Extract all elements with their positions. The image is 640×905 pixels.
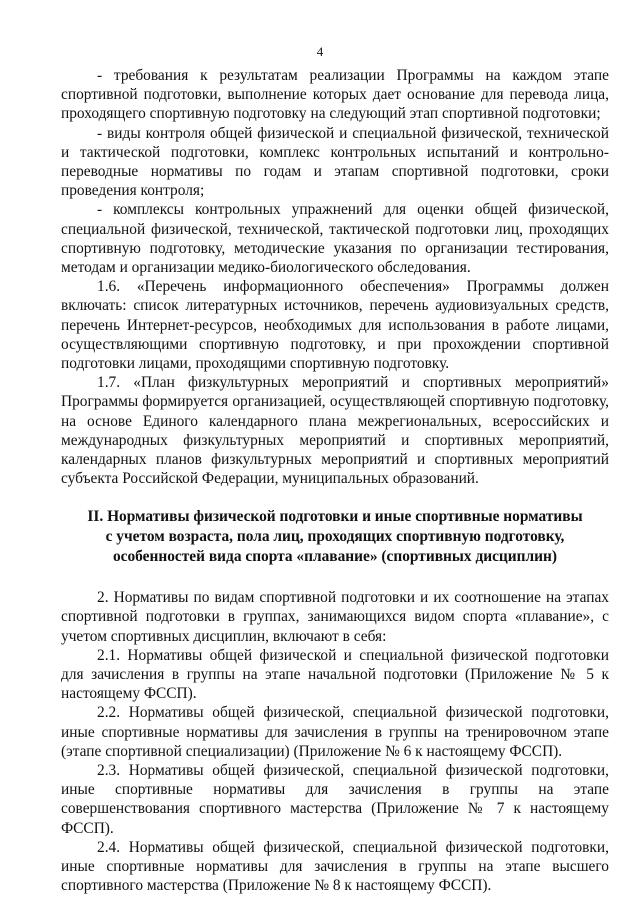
section-heading-line: с учетом возраста, пола лиц, проходящих спортивную подготовку, bbox=[105, 528, 565, 546]
document-body bbox=[61, 66, 609, 896]
paragraph-requirements: - требования к результатам реализации Программы на каждом этапе спортивной подготовки, выполнение которых дает основание для перевода лица, проходящего спортивную подготовку на следующий этап спортивной подготовки; bbox=[61, 67, 609, 123]
paragraph-2-2: 2.2. Нормативы общей физической, специальной физической подготовки, иные спортивные нормативы для зачисления в группы на тренировочном этапе (этапе спортивной специализации) (Приложение № 6 к настоящему ФССП). bbox=[61, 704, 609, 760]
paragraph-2-3: 2.3. Нормативы общей физической, специальной физической подготовки, иные спортивные нормативы для зачисления в группы на этапе совершенствования спортивного мастерства (Приложение № 7 к настоящему ФССП). bbox=[61, 762, 609, 837]
paragraph-control-exercises: - комплексы контрольных упражнений для оценки общей физической, специальной физической, технической, тактической подготовки лиц, проходящих спортивную подготовку, методические указания по организации тестирования, методам и организации медико-биологического обследования. bbox=[61, 201, 609, 277]
paragraph-control-types: - виды контроля общей физической и специальной физической, технической и тактической подготовки, комплекс контрольных испытаний и контрольно-переводные нормативы по годам и этапам спортивной подготовки, сроки проведения контроля; bbox=[61, 124, 609, 200]
section-heading-line: особенностей вида спорта «плавание» (спортивных дисциплин) bbox=[112, 547, 558, 565]
paragraph-2-1: 2.1. Нормативы общей физической и специальной физической подготовки для зачисления в группы на этапе начальной подготовки (Приложение № 5 к настоящему ФССП). bbox=[61, 646, 609, 703]
page-number: 4 bbox=[316, 44, 324, 59]
paragraph-2: 2. Нормативы по видам спортивной подготовки и их соотношение на этапах спортивной подготовки в группах, занимающихся видом спорта «плавание», с учетом спортивных дисциплин, включают в себя: bbox=[61, 589, 609, 645]
paragraph-2-4: 2.4. Нормативы общей физической, специальной физической подготовки, иные спортивные нормативы для зачисления в группы на этапе высшего спортивного мастерства (Приложение № 8 к настоящему ФССП). bbox=[61, 838, 609, 895]
paragraph-1-7: 1.7. «План физкультурных мероприятий и спортивных мероприятий» Программы формируется организацией, осуществляющей спортивную подготовку, на основе Единого календарного плана межрегиональных, всероссийских и международных физкультурных мероприятий и спортивных мероприятий, календарных планов физкультурных мероприятий и спортивных мероприятий субъекта Российской Федерации, муниципальных образований. bbox=[61, 374, 609, 488]
section-heading-line: II. Нормативы физической подготовки и иные спортивные нормативы bbox=[87, 508, 583, 526]
paragraph-1-6: 1.6. «Перечень информационного обеспечения» Программы должен включать: список литературных источников, перечень аудиовизуальных средств, перечень Интернет-ресурсов, необходимых для использования в работе лицами, осуществляющими спортивную подготовку, и при прохождении спортивной подготовки лицами, проходящими спортивную подготовку. bbox=[61, 278, 609, 373]
section-heading bbox=[61, 507, 609, 566]
